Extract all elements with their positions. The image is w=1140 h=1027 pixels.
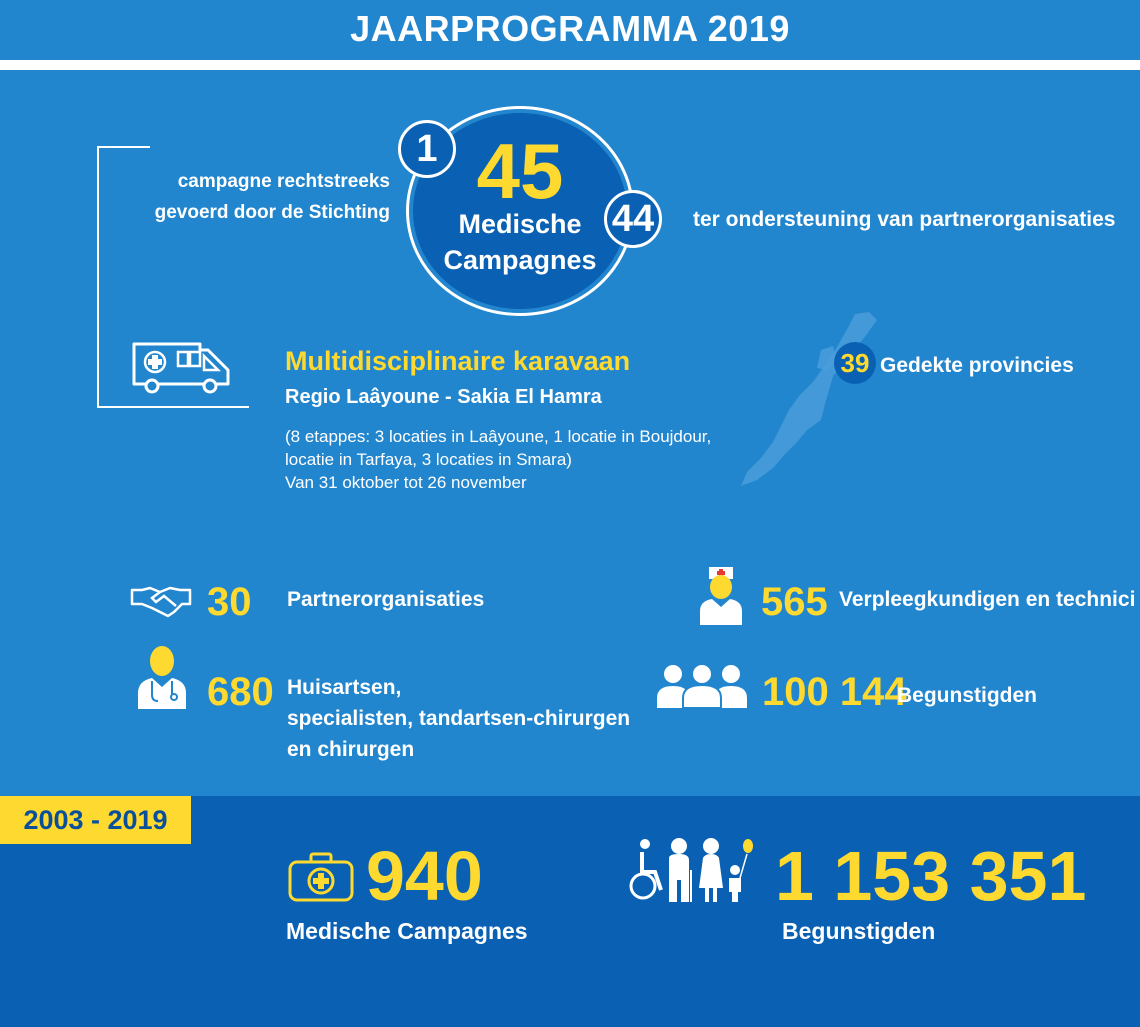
partner-campaigns-badge: 44 [604,190,662,248]
family-wheelchair-icon [627,834,759,904]
doctors-label: Huisartsen, specialisten, tandartsen-chirurgen en chirurgen [287,676,631,761]
morocco-map-icon [737,310,887,490]
doctors-value: 680 [207,670,274,714]
total-campaigns-label: Medische Campagnes [443,209,597,275]
group-icon [655,662,749,708]
nurse-icon [696,565,746,625]
provinces-label: Gedekte provincies [880,354,1074,377]
total-beneficiaries-alltime-value: 1 153 351 [775,837,1087,915]
direct-campaigns-label: campagne rechtstreeks gevoerd door de Stichting [154,171,390,223]
partner-campaigns-label: ter ondersteuning van partnerorganisaties [693,208,1116,231]
nurses-label: Verpleegkundigen en technici [839,588,1136,611]
total-campaigns-alltime-label: Medische Campagnes [286,918,528,944]
total-beneficiaries-alltime-label: Begunstigden [782,918,936,944]
direct-campaigns-badge: 1 [398,120,456,178]
total-campaigns-alltime-value: 940 [366,837,483,915]
nurses-value: 565 [761,580,828,624]
total-campaigns-value: 45 [476,127,564,215]
caravan-title: Multidisciplinaire karavaan [285,346,631,376]
partners-value: 30 [207,580,252,624]
period-badge: 2003 - 2019 [0,796,191,844]
beneficiaries-value: 100 144 [762,670,907,714]
ambulance-icon [130,340,232,394]
page-title: JAARPROGRAMMA 2019 [350,8,790,49]
doctor-icon [136,645,188,709]
partners-label: Partnerorganisaties [287,588,485,611]
handshake-icon [130,584,192,618]
header-divider [0,60,1140,70]
header-bar [0,0,1140,60]
beneficiaries-label: Begunstigden [897,684,1037,707]
caravan-region: Regio Laâyoune - Sakia El Hamra [285,386,602,408]
provinces-badge: 39 [834,342,876,384]
medical-kit-icon [287,852,355,902]
caravan-details: (8 etappes: 3 locaties in Laâyoune, 1 locatie in Boujdour, locatie in Tarfaya, 3 locaties in Smara) Van 31 oktober tot 26 november [285,427,712,492]
